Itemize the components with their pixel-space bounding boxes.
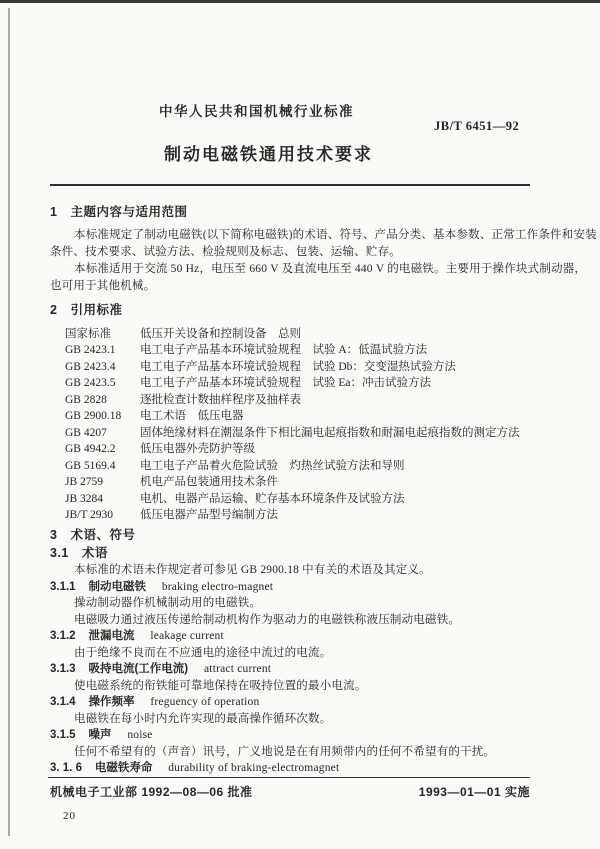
- terms-note: 本标准的术语未作规定者可参见 GB 2900.18 中有关的术语及其定义。: [74, 563, 431, 576]
- term-entry: [50, 727, 530, 760]
- reference-row: [50, 359, 530, 376]
- document-title: 制动电磁铁通用技术要求: [164, 145, 373, 164]
- term-chinese: 制动电磁铁: [88, 580, 146, 593]
- term-chinese: 泄漏电流: [88, 630, 135, 643]
- reference-row: [50, 458, 530, 475]
- paragraph-line: 本标准规定了制动电磁铁(以下简称电磁铁)的术语、符号、产品分类、基本参数、正常工作条件和安装: [74, 229, 597, 241]
- term-number: 3.1.2: [50, 630, 76, 643]
- term-number: 3.1.3: [50, 663, 76, 676]
- footer: [50, 783, 530, 800]
- page-number: 20: [63, 810, 76, 822]
- reference-id: GB 2828: [65, 393, 107, 406]
- term-entry: [50, 694, 530, 727]
- reference-list: [50, 326, 530, 524]
- term-heading: [50, 727, 530, 744]
- term-number: 3. 1. 6: [50, 762, 82, 775]
- paragraph-line: 也可用于其他机械。: [50, 279, 156, 292]
- term-english: freguency of operation: [150, 696, 260, 709]
- reference-row: [50, 408, 530, 425]
- term-definition: 使电磁系统的衔铁能可靠地保持在吸持位置的最小电流。: [74, 679, 367, 692]
- reference-id: GB 2423.1: [65, 344, 116, 357]
- reference-row: [50, 425, 530, 442]
- reference-id: JB/T 2930: [65, 509, 114, 522]
- term-entry: [50, 579, 530, 629]
- reference-title: 电工电子产品基本环境试验规程 试验 Db：交变湿热试验方法: [140, 360, 456, 373]
- reference-title: 低压电器外壳防护等级: [140, 443, 255, 456]
- term-definition: 电磁吸力通过液压传递给制动机构作为驱动力的电磁铁称液压制动电磁铁。: [74, 613, 461, 626]
- reference-id: JB 2759: [65, 476, 104, 489]
- term-number: 3.1.5: [50, 729, 76, 742]
- term-chinese: 吸持电流(工作电流): [88, 663, 189, 676]
- section1-heading: 1 主题内容与适用范围: [50, 205, 188, 219]
- term-number: 3.1.4: [50, 696, 76, 709]
- reference-row: [50, 507, 530, 524]
- reference-row: [50, 441, 530, 458]
- term-heading: [50, 628, 530, 645]
- reference-title: 机电产品包装通用技术条件: [140, 476, 278, 489]
- reference-title: 逐批检查计数抽样程序及抽样表: [140, 393, 301, 406]
- term-entry: [50, 661, 530, 694]
- term-chinese: 噪声: [88, 729, 112, 742]
- term-heading: [50, 760, 530, 777]
- reference-title: 电工电子产品基本环境试验规程 试验 A：低温试验方法: [140, 344, 428, 357]
- reference-row: [50, 392, 530, 409]
- term-entry: [50, 760, 530, 777]
- reference-row: [50, 375, 530, 392]
- scan-top-edge: [0, 0, 600, 3]
- approval-note: 机械电子工业部 1992—08—06 批准: [50, 785, 253, 799]
- header-divider: [50, 184, 530, 186]
- reference-row: [50, 491, 530, 508]
- term-number: 3.1.1: [50, 580, 76, 593]
- term-english: durability of braking-electromagnet: [168, 762, 340, 775]
- section3-heading: 3 术语、符号: [50, 527, 136, 542]
- term-english: leakage current: [150, 630, 224, 643]
- paragraph-line: 条件、技术要求、试验方法、检验规则及标志、包装、运输、贮存。: [50, 245, 401, 258]
- paragraph-line: 本标准适用于交流 50 Hz，电压至 660 V 及直流电压至 440 V 的电磁铁。主要用于操作块式制动器，: [74, 262, 587, 275]
- term-definition: 由于绝缘不良而在不应通电的途径中流过的电流。: [74, 646, 332, 659]
- footer-divider: [48, 777, 530, 778]
- reference-id: GB 2900.18: [65, 410, 122, 423]
- reference-title: 电工电子产品基本环境试验规程 试验 Ea：冲击试验方法: [140, 377, 432, 390]
- reference-id: GB 4942.2: [65, 443, 116, 456]
- standard-code: JB/T 6451—92: [434, 119, 520, 133]
- term-heading: [50, 661, 530, 678]
- reference-row: [50, 342, 530, 359]
- section3-1-heading: 3.1 术语: [50, 545, 108, 560]
- term-chinese: 电磁铁寿命: [94, 762, 153, 775]
- reference-title: 低压开关设备和控制设备 总则: [140, 327, 301, 340]
- section2-heading: 2 引用标准: [50, 302, 123, 317]
- reference-title: 电工术语 低压电器: [140, 410, 244, 423]
- term-definition: 操动制动器作机械制动用的电磁铁。: [74, 597, 262, 610]
- term-english: noise: [127, 729, 153, 742]
- reference-id: GB 2423.4: [65, 360, 116, 373]
- term-heading: [50, 694, 530, 711]
- term-english: attract current: [204, 663, 272, 676]
- term-definition: 任何不希望有的（声音）讯号，广义地说是在有用频带内的任何不希望有的干扰。: [74, 745, 496, 758]
- term-chinese: 操作频率: [88, 696, 135, 709]
- reference-row: [50, 326, 530, 343]
- section1-paragraphs: [50, 227, 597, 295]
- term-entry: [50, 628, 530, 661]
- reference-id: 国家标准: [65, 327, 111, 340]
- reference-title: 电工电子产品着火危险试验 灼热丝试验方法和导则: [140, 459, 405, 472]
- term-heading: [50, 579, 530, 596]
- reference-title: 固体绝缘材料在潮湿条件下相比漏电起痕指数和耐漏电起痕指数的测定方法: [140, 426, 520, 439]
- implementation-note: 1993—01—01 实施: [418, 785, 530, 799]
- reference-row: [50, 474, 530, 491]
- reference-id: JB 3284: [65, 492, 104, 505]
- term-definition: 电磁铁在每小时内允许实现的最高操作循环次数。: [74, 712, 332, 725]
- standard-org-line: 中华人民共和国机械行业标准: [159, 104, 354, 119]
- reference-title: 低压电器产品型号编制方法: [140, 509, 278, 522]
- reference-id: GB 2423.5: [65, 377, 116, 390]
- reference-title: 电机、电器产品运输、贮存基本环境条件及试验方法: [140, 492, 405, 505]
- document-body: [50, 204, 597, 777]
- reference-id: GB 5169.4: [65, 459, 116, 472]
- reference-id: GB 4207: [65, 426, 107, 439]
- scan-left-edge: [8, 8, 10, 836]
- term-english: braking electro-magnet: [161, 580, 274, 593]
